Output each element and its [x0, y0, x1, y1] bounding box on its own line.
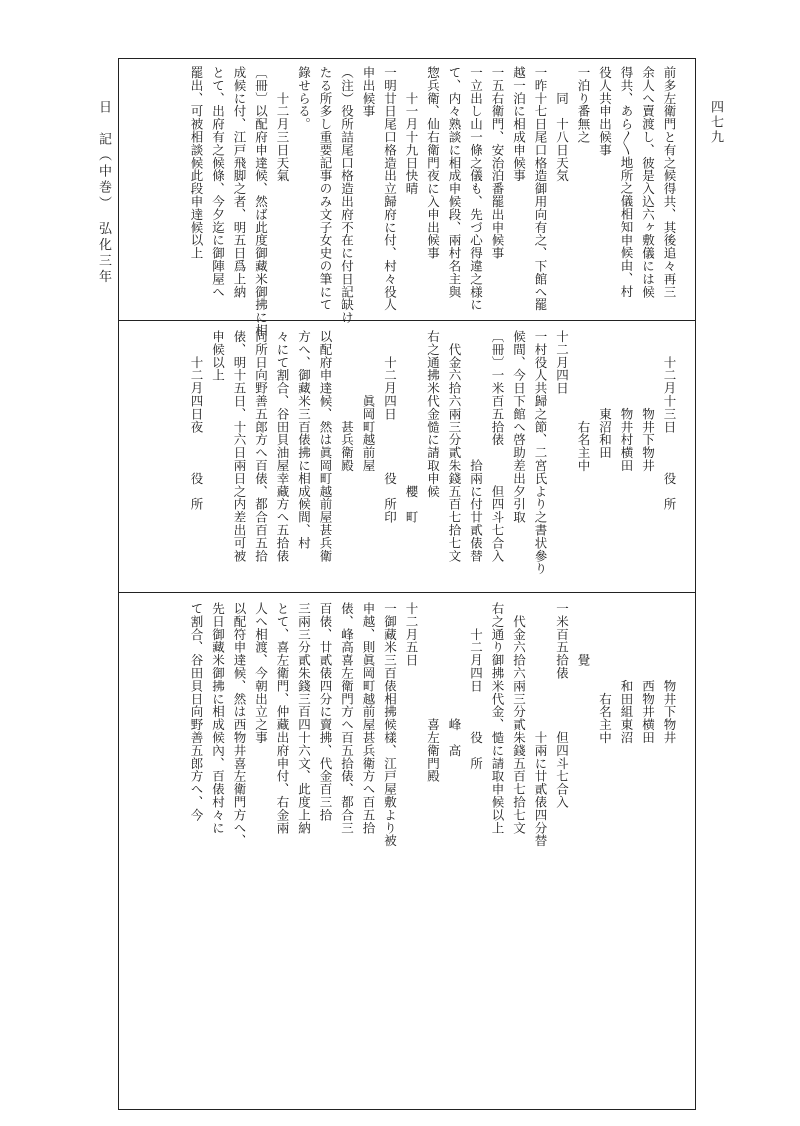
text-line: 一御藏米三百俵相拂候樣、江戸屋敷より被 — [382, 602, 398, 848]
text-line: 覺 — [576, 602, 591, 667]
text-line: 々にて割合、谷田貝油屋幸藏方へ五拾俵 — [275, 330, 290, 563]
text-line: 櫻 町 — [404, 330, 419, 524]
text-line: 三兩三分貳朱錢三百四十六文、此度上納 — [296, 602, 312, 835]
text-line: 峰 高 — [447, 602, 462, 757]
text-line: 錄せらる。 — [296, 66, 312, 131]
text-line: 成候に付、江戸飛脚之者、明五日爲上納 — [232, 66, 247, 299]
text-line: 十二月四日夜 役 所 — [189, 330, 204, 511]
section-divider-2 — [118, 592, 696, 593]
text-line: 同所日向野善五郎方へ百俵、都合百五拾 — [253, 330, 269, 563]
text-line: 俵、峰高喜左衛門方へ百五拾俵、都合三 — [339, 602, 355, 835]
text-line: て、内々熟談に相成申候段、兩村名主與 — [447, 66, 462, 299]
text-line: 候間、今日下館へ啓助差出夕引取 — [511, 330, 527, 524]
text-line: 一米百五拾俵 但四斗七合入 — [554, 602, 570, 809]
text-line: 十二月四日 — [554, 330, 570, 395]
text-line: 申越、則眞岡町越前屋甚兵衛方へ百五拾 — [361, 602, 376, 835]
text-line: 一立出し山一條之儀も、先づ心得違之様に — [468, 66, 484, 312]
text-line: 以配府申達候、然は眞岡町越前屋甚兵衛 — [318, 330, 333, 563]
text-line: 十兩に廿貳俵四分替 — [533, 602, 548, 848]
text-line: 得共、あら〳〵地所之儀相知申候由、村 — [619, 66, 634, 298]
text-line: 同 十八日天気 — [554, 66, 570, 183]
text-line: 右名主中 — [576, 330, 591, 472]
text-line: 百俵、廿貳俵四分に賣拂、代金百三拾 — [318, 602, 333, 822]
text-line: 罷出、可被相談候此段申達候以上 — [189, 66, 204, 260]
text-block-middle — [186, 330, 681, 585]
section-divider-1 — [118, 320, 696, 321]
text-line: 申候以上 — [210, 330, 226, 382]
text-line: 一泊り番無之 — [576, 66, 591, 144]
text-line: 余人へ賣渡し、彼是入込六ヶ敷儀には候 — [640, 66, 656, 299]
text-line: 一昨十七日尾口格造御用向有之、下館へ罷 — [533, 66, 548, 312]
text-line: 十二月四日 役 所 — [468, 602, 484, 770]
text-line: 代金六拾六兩三分貳朱錢五百七拾七文 — [447, 330, 462, 563]
text-line: 喜左衛門殿 — [425, 602, 441, 783]
text-line: たる所多し重要記事のみ文子女史の筆にて — [318, 66, 333, 312]
text-line: 代金六拾六兩三分貳朱錢五百七拾七文 — [511, 602, 527, 835]
text-line: 西物井横田 — [640, 602, 656, 744]
text-line: 申出候事 — [361, 66, 376, 118]
text-line: 方へ、御藏米三百俵拂に相成候間、村 — [296, 330, 312, 550]
text-line: 十二月五日 — [404, 602, 419, 667]
text-line: 物井下物井 — [640, 330, 656, 472]
text-line: 十一月十九日快晴 — [404, 66, 419, 195]
text-line: 俵、明十五日、十六日兩日之内差出可被 — [232, 330, 247, 563]
text-line: 一明廿日尾口格造出立歸府に付、村々役人 — [382, 66, 398, 312]
text-line: 十二月四日 役 所印 — [382, 330, 398, 524]
text-line: 右之通拂米代金慥に請取申候 — [425, 330, 441, 498]
text-line: 一村役人共歸之節、二宮氏より之書状參り — [533, 330, 548, 576]
text-line: 前多左衛門と有之候得共、其後追々再三 — [662, 66, 677, 299]
text-line: 拾兩に付廿貳俵替 — [468, 330, 484, 563]
text-line: 〔冊〕以配府申達候、然ば此度御藏米御拂に相 — [253, 66, 269, 337]
text-line: 甚兵衛殿 — [339, 330, 355, 472]
text-line: 一五右衛門、安治泊番罷出申候事 — [490, 66, 505, 260]
running-head: 日 記（中巻） 弘化三年 — [96, 100, 111, 286]
text-line: 眞岡町越前屋 — [361, 330, 376, 472]
text-line: 物井村横田 — [619, 330, 634, 472]
text-line: 以配符申達候、然は西物井喜左衛門方へ、 — [232, 602, 247, 848]
text-line: とて、出府有之候條、今夕迄に御陣屋へ — [210, 66, 226, 299]
text-line: 人へ相渡、今朝出立之事 — [253, 602, 269, 744]
text-line: （注）役所詰尾口格造出府不在に付日記缺け — [339, 66, 355, 324]
text-line: 惣兵衛、仙右衛門夜に入申出候事 — [425, 66, 441, 260]
text-line: 〔冊〕一米百五拾俵 但四斗七合入 — [490, 330, 505, 563]
text-line: 右之通り御拂米代金、慥に請取申候以上 — [490, 602, 505, 835]
text-line: 東沼和田 — [597, 330, 613, 459]
text-line: とて、喜左衛門、仲藏出府申付、右金兩 — [275, 602, 290, 835]
text-line: 先日御藏米御拂に相成候內、百俵村々に — [210, 602, 226, 835]
text-line: 右名主中 — [597, 602, 613, 744]
text-line: 越一泊に相成申候事 — [511, 66, 527, 183]
text-block-bottom — [186, 602, 681, 872]
text-line: 役人共申出候事 — [597, 66, 613, 157]
text-line: 十二月十三日 役 所 — [662, 330, 677, 511]
text-line: て割合、谷田貝日向野善五郎方へ、今 — [189, 602, 204, 822]
text-line: 和田組東沼 — [619, 602, 634, 744]
page-number: 四七九 — [708, 100, 723, 145]
text-line: 物井下物井 — [662, 602, 677, 744]
text-line: 十二月三日天氣 — [275, 66, 290, 183]
text-block-top — [186, 66, 681, 337]
